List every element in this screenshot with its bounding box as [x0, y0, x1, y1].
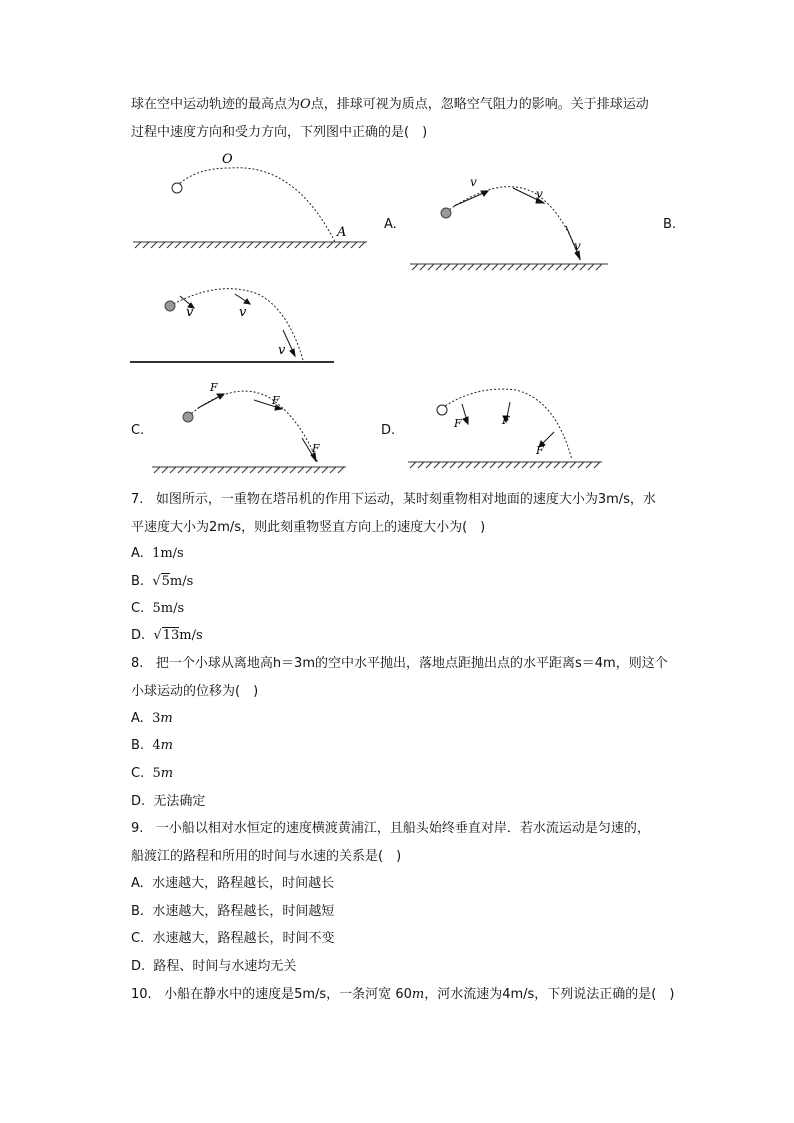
option-d-label[interactable]: D.: [381, 423, 396, 438]
q7-option-d[interactable]: D. √13m/s: [131, 628, 203, 643]
q8-option-d[interactable]: D. 无法确定: [131, 794, 206, 809]
label-f: F: [272, 394, 280, 407]
ground-hatching: [152, 467, 346, 473]
label-v: v: [239, 305, 247, 320]
intro-line-2: 过程中速度方向和受力方向，下列图中正确的是( ): [131, 125, 428, 140]
q8-option-b[interactable]: B. 4m: [131, 738, 173, 753]
option-b-figure[interactable]: [128, 284, 338, 368]
ball: [172, 183, 182, 193]
ground-hatching: [408, 462, 602, 468]
q9-stem-line-1: 9. 一小船以相对水恒定的速度横渡黄浦江，且船头始终垂直对岸．若水流运动是匀速的，: [131, 821, 650, 836]
velocity-arrows: [454, 188, 580, 259]
ball: [441, 208, 451, 218]
q8-stem-line-1: 8. 把一个小球从离地高h＝3m的空中水平抛出，落地点距抛出点的水平距离s＝4m，则这个: [131, 656, 668, 671]
q8-number: 8.: [131, 656, 144, 671]
label-v: v: [574, 239, 581, 253]
q10-number: 10.: [131, 987, 152, 1002]
label-f: F: [210, 381, 218, 394]
q8-stem-line-2: 小球运动的位移为( ): [131, 684, 259, 699]
q7-option-a[interactable]: A. 1m/s: [131, 546, 184, 561]
option-c-label[interactable]: C.: [131, 423, 145, 438]
option-b-label[interactable]: B.: [663, 217, 677, 232]
label-v: v: [536, 187, 543, 201]
q9-number: 9.: [131, 821, 144, 836]
point-o-label: O: [300, 97, 311, 112]
option-c-figure[interactable]: [150, 378, 350, 474]
sqrt-sign: √: [152, 574, 161, 589]
q7-stem-line-1: 7. 如图所示，一重物在塔吊机的作用下运动，某时刻重物相对地面的速度大小为3m/s，水: [131, 492, 656, 507]
force-arrows: [198, 394, 316, 461]
q7-number: 7.: [131, 492, 144, 507]
label-f: F: [454, 417, 462, 430]
sqrt-sign: √: [153, 628, 162, 643]
trajectory-path: [446, 187, 580, 260]
q10-stem-line-1: 10. 小船在静水中的速度是5m/s，一条河宽 60m，河水流速为4m/s，下列说法正确的是( ): [131, 987, 675, 1002]
q7-stem-line-2: 平速度大小为2m/s，则此刻重物竖直方向上的速度大小为( ): [131, 520, 486, 535]
ball: [183, 412, 193, 422]
trajectory-path: [188, 391, 318, 463]
q9-option-b[interactable]: B. 水速越大，路程越长，时间越短: [131, 904, 335, 919]
q8-option-c[interactable]: C. 5m: [131, 766, 174, 781]
ground-hatching: [133, 242, 367, 248]
intro-line-1: 球在空中运动轨迹的最高点为O点，排球可视为质点，忽略空气阻力的影响。关于排球运动: [131, 97, 649, 112]
label-v: v: [278, 343, 286, 358]
label-f: F: [312, 442, 320, 455]
ball: [437, 405, 447, 415]
q9-stem-line-2: 船渡江的路程和所用的时间与水速的关系是( ): [131, 849, 402, 864]
label-v: v: [186, 305, 194, 320]
label-a: A: [337, 225, 347, 240]
q9-option-a[interactable]: A. 水速越大，路程越长，时间越长: [131, 876, 335, 891]
q9-option-d[interactable]: D. 路程、时间与水速均无关: [131, 959, 297, 974]
label-f: F: [502, 414, 510, 427]
q9-option-c[interactable]: C. 水速越大，路程越长，时间不变: [131, 931, 335, 946]
ground-hatching: [410, 264, 608, 270]
q7-option-b[interactable]: B. √5m/s: [131, 574, 194, 589]
trajectory-path: [177, 168, 335, 242]
option-a-figure[interactable]: [408, 170, 613, 272]
label-f: F: [536, 444, 544, 457]
q8-option-a[interactable]: A. 3m: [131, 711, 173, 726]
ball: [165, 301, 175, 311]
option-a-label[interactable]: A.: [384, 217, 397, 232]
trajectory-figure: [125, 148, 375, 252]
option-d-figure[interactable]: [406, 380, 606, 472]
q7-option-c[interactable]: C. 5m/s: [131, 601, 185, 616]
label-o: O: [222, 152, 233, 167]
label-v: v: [470, 175, 477, 189]
